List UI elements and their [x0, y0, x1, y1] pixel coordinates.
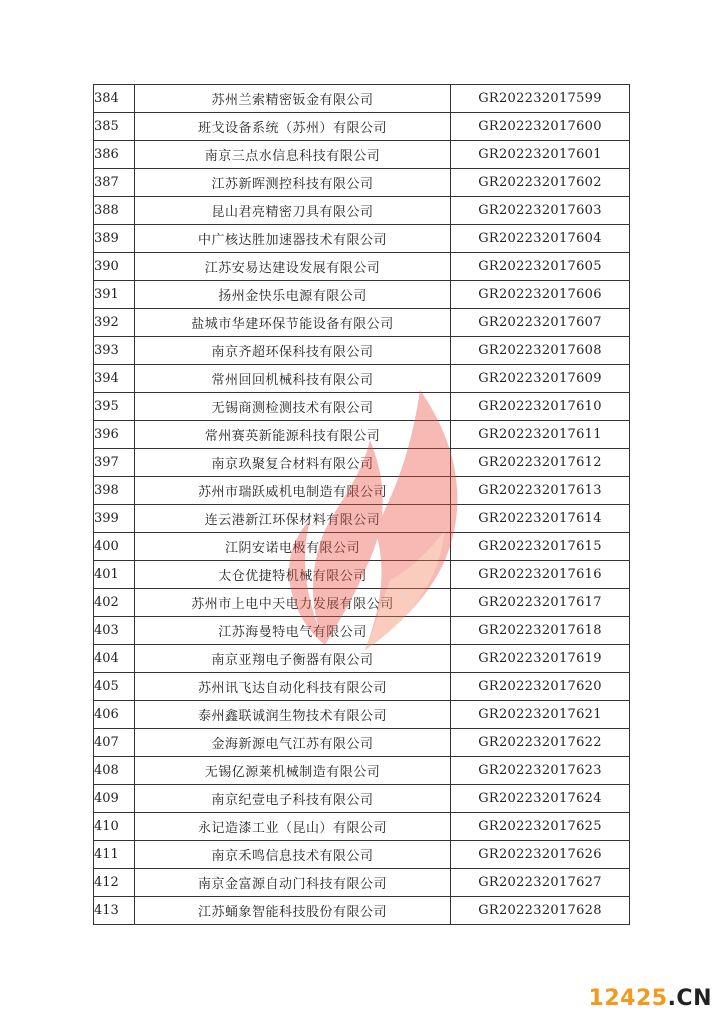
company-name: 中广核达胜加速器技术有限公司	[135, 225, 451, 253]
table-row	[94, 869, 630, 897]
company-name: 苏州兰索精密钣金有限公司	[135, 85, 451, 113]
table-row	[94, 309, 630, 337]
table-row	[94, 813, 630, 841]
row-number: 390	[94, 253, 135, 281]
table-row	[94, 645, 630, 673]
table-row	[94, 85, 630, 113]
certificate-code: GR202232017615	[451, 533, 630, 561]
company-name: 盐城市华建环保节能设备有限公司	[135, 309, 451, 337]
certificate-code: GR202232017620	[451, 673, 630, 701]
company-name: 扬州金快乐电源有限公司	[135, 281, 451, 309]
company-name: 南京亚翔电子衡器有限公司	[135, 645, 451, 673]
table-row	[94, 589, 630, 617]
table-row	[94, 449, 630, 477]
table-row	[94, 113, 630, 141]
row-number: 395	[94, 393, 135, 421]
table-row	[94, 673, 630, 701]
table-row	[94, 505, 630, 533]
table-row	[94, 729, 630, 757]
certificate-code: GR202232017606	[451, 281, 630, 309]
row-number: 412	[94, 869, 135, 897]
company-name: 永记造漆工业（昆山）有限公司	[135, 813, 451, 841]
company-table-body	[94, 85, 630, 925]
certificate-code: GR202232017617	[451, 589, 630, 617]
company-name: 江阴安诺电极有限公司	[135, 533, 451, 561]
table-row	[94, 701, 630, 729]
table-row	[94, 197, 630, 225]
table-row	[94, 785, 630, 813]
table-row	[94, 281, 630, 309]
row-number: 413	[94, 897, 135, 925]
table-row	[94, 421, 630, 449]
certificate-code: GR202232017602	[451, 169, 630, 197]
company-name: 江苏海曼特电气有限公司	[135, 617, 451, 645]
company-name: 南京纪壹电子科技有限公司	[135, 785, 451, 813]
certificate-code: GR202232017604	[451, 225, 630, 253]
certificate-code: GR202232017625	[451, 813, 630, 841]
table-row	[94, 533, 630, 561]
row-number: 392	[94, 309, 135, 337]
certificate-code: GR202232017621	[451, 701, 630, 729]
certificate-code: GR202232017603	[451, 197, 630, 225]
row-number: 405	[94, 673, 135, 701]
table-row	[94, 561, 630, 589]
certificate-code: GR202232017619	[451, 645, 630, 673]
certificate-code: GR202232017623	[451, 757, 630, 785]
table-row	[94, 225, 630, 253]
row-number: 411	[94, 841, 135, 869]
company-name: 常州赛英新能源科技有限公司	[135, 421, 451, 449]
company-name: 苏州市上电中天电力发展有限公司	[135, 589, 451, 617]
table-row	[94, 169, 630, 197]
certificate-code: GR202232017601	[451, 141, 630, 169]
company-name: 泰州鑫联诚润生物技术有限公司	[135, 701, 451, 729]
row-number: 385	[94, 113, 135, 141]
row-number: 406	[94, 701, 135, 729]
row-number: 410	[94, 813, 135, 841]
table-row	[94, 477, 630, 505]
table-row	[94, 365, 630, 393]
row-number: 409	[94, 785, 135, 813]
row-number: 396	[94, 421, 135, 449]
certificate-code: GR202232017610	[451, 393, 630, 421]
company-name: 南京齐超环保科技有限公司	[135, 337, 451, 365]
row-number: 394	[94, 365, 135, 393]
table-row	[94, 757, 630, 785]
company-name: 江苏新晖测控科技有限公司	[135, 169, 451, 197]
company-name: 南京三点水信息科技有限公司	[135, 141, 451, 169]
row-number: 404	[94, 645, 135, 673]
row-number: 398	[94, 477, 135, 505]
company-name: 苏州讯飞达自动化科技有限公司	[135, 673, 451, 701]
certificate-code: GR202232017616	[451, 561, 630, 589]
certificate-code: GR202232017600	[451, 113, 630, 141]
certificate-code: GR202232017599	[451, 85, 630, 113]
company-name: 太仓优捷特机械有限公司	[135, 561, 451, 589]
certificate-code: GR202232017618	[451, 617, 630, 645]
certificate-code: GR202232017613	[451, 477, 630, 505]
certificate-code: GR202232017611	[451, 421, 630, 449]
row-number: 397	[94, 449, 135, 477]
certificate-code: GR202232017614	[451, 505, 630, 533]
table-row	[94, 617, 630, 645]
row-number: 388	[94, 197, 135, 225]
row-number: 407	[94, 729, 135, 757]
certificate-code: GR202232017626	[451, 841, 630, 869]
certificate-code: GR202232017612	[451, 449, 630, 477]
company-name: 连云港新江环保材料有限公司	[135, 505, 451, 533]
row-number: 408	[94, 757, 135, 785]
company-name: 江苏安易达建设发展有限公司	[135, 253, 451, 281]
certificate-code: GR202232017622	[451, 729, 630, 757]
company-name: 无锡商测检测技术有限公司	[135, 393, 451, 421]
row-number: 402	[94, 589, 135, 617]
certificate-code: GR202232017624	[451, 785, 630, 813]
company-name: 班戈设备系统（苏州）有限公司	[135, 113, 451, 141]
row-number: 384	[94, 85, 135, 113]
company-name: 南京玖聚复合材料有限公司	[135, 449, 451, 477]
row-number: 393	[94, 337, 135, 365]
company-name: 南京禾鸣信息技术有限公司	[135, 841, 451, 869]
row-number: 386	[94, 141, 135, 169]
certificate-code: GR202232017628	[451, 897, 630, 925]
company-name: 金海新源电气江苏有限公司	[135, 729, 451, 757]
table-row	[94, 337, 630, 365]
company-name: 江苏蛹象智能科技股份有限公司	[135, 897, 451, 925]
table-row	[94, 841, 630, 869]
certificate-code: GR202232017609	[451, 365, 630, 393]
table-row	[94, 253, 630, 281]
row-number: 403	[94, 617, 135, 645]
row-number: 399	[94, 505, 135, 533]
certificate-code: GR202232017607	[451, 309, 630, 337]
row-number: 401	[94, 561, 135, 589]
site-domain: .CN	[667, 986, 712, 1011]
certificate-code: GR202232017605	[451, 253, 630, 281]
table-row	[94, 897, 630, 925]
row-number: 391	[94, 281, 135, 309]
company-name: 昆山君亮精密刀具有限公司	[135, 197, 451, 225]
company-name: 常州回回机械科技有限公司	[135, 365, 451, 393]
row-number: 400	[94, 533, 135, 561]
row-number: 389	[94, 225, 135, 253]
table-row	[94, 141, 630, 169]
company-name: 南京金富源自动门科技有限公司	[135, 869, 451, 897]
site-number: 12425	[588, 986, 668, 1011]
site-watermark-logo	[589, 986, 712, 1011]
row-number: 387	[94, 169, 135, 197]
certificate-code: GR202232017608	[451, 337, 630, 365]
company-name: 无锡亿源莱机械制造有限公司	[135, 757, 451, 785]
table-row	[94, 393, 630, 421]
certificate-code: GR202232017627	[451, 869, 630, 897]
company-table	[93, 84, 630, 925]
company-name: 苏州市瑞跃威机电制造有限公司	[135, 477, 451, 505]
